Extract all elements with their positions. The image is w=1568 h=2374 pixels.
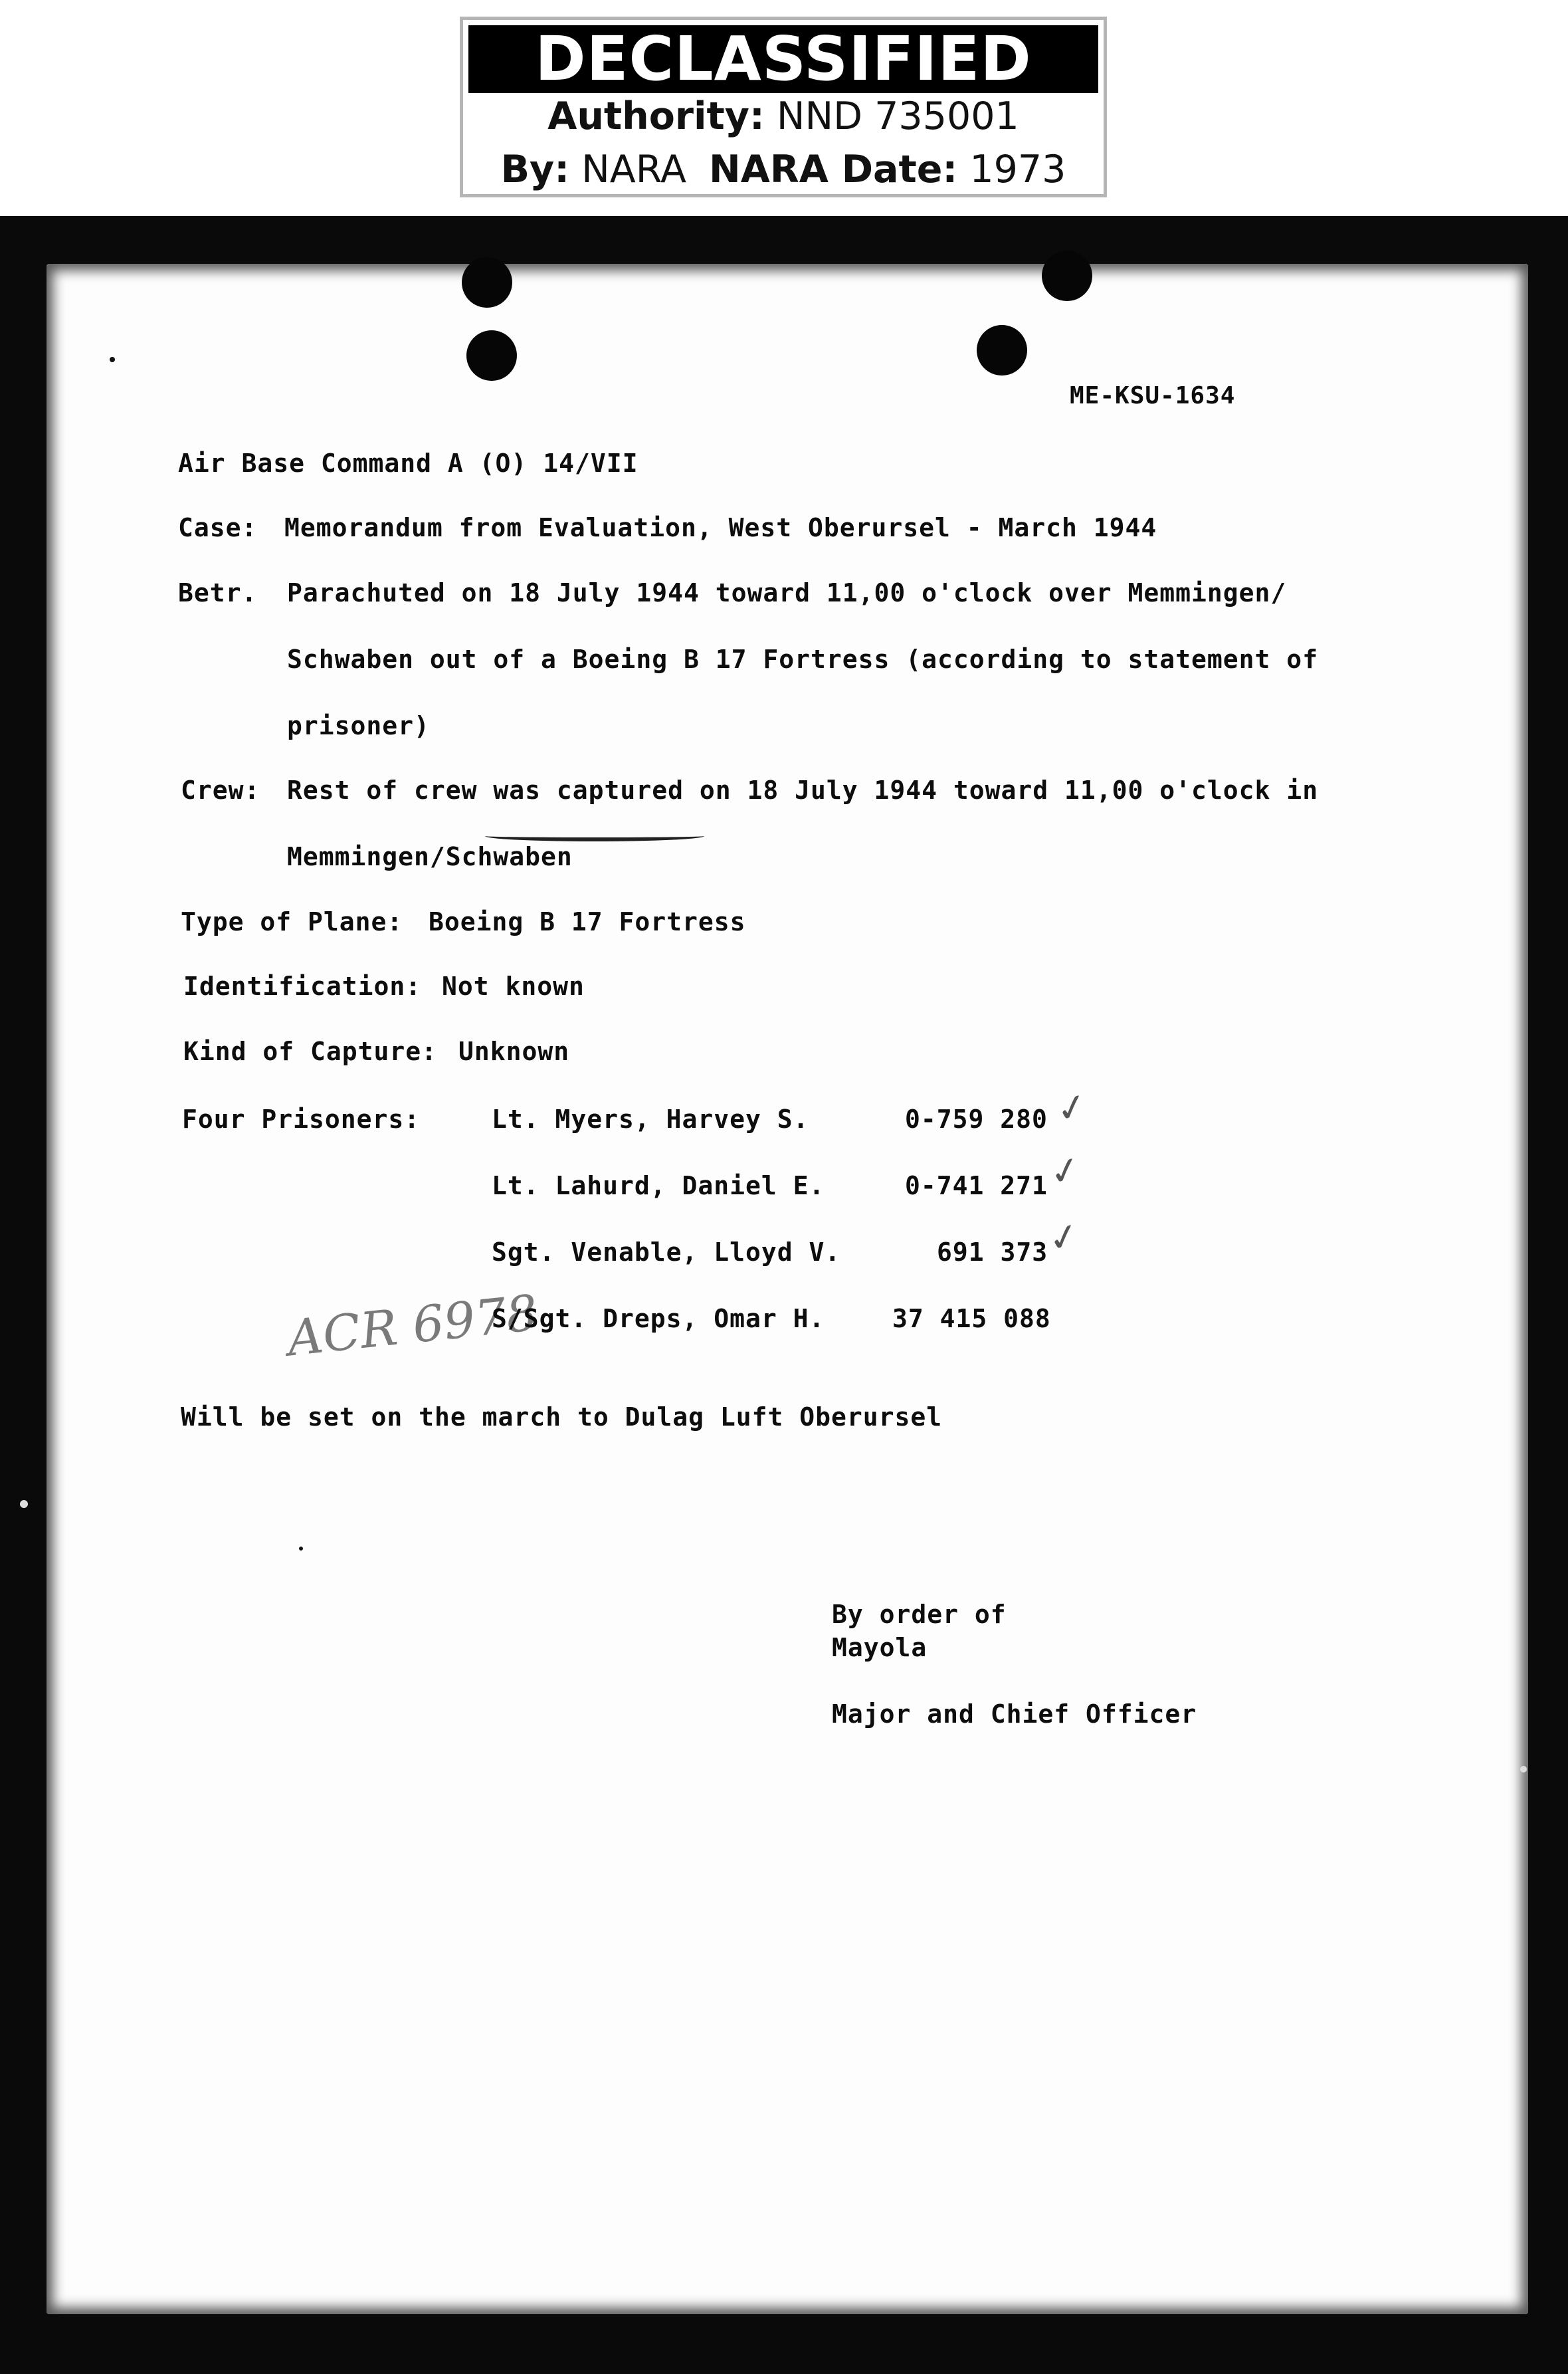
capture-label: Kind of Capture: xyxy=(183,1037,438,1066)
signature-by-order: By order of xyxy=(832,1600,1007,1629)
case-label: Case: xyxy=(178,513,258,542)
scan-speck xyxy=(1520,1766,1527,1773)
scan-speck xyxy=(110,357,115,362)
scan-speck xyxy=(20,1500,28,1508)
crew-line-2: Memmingen/Schwaben xyxy=(287,842,573,871)
punch-hole xyxy=(1042,251,1092,301)
stamp-date-label: NARA Date: xyxy=(709,148,958,191)
punch-hole xyxy=(462,257,512,308)
scanned-document xyxy=(0,216,1568,2374)
punch-hole xyxy=(466,330,517,381)
scan-speck xyxy=(299,1547,303,1551)
prisoner-name: Lt. Lahurd, Daniel E. xyxy=(492,1171,825,1200)
prisoner-name: Lt. Myers, Harvey S. xyxy=(492,1105,809,1134)
prisoner-serial: 0-759 280 xyxy=(905,1105,1048,1134)
stamp-by-value: NARA xyxy=(581,148,687,191)
signature-title: Major and Chief Officer xyxy=(832,1699,1197,1729)
crew-line-1: Rest of crew was captured on 18 July 1944 toward 11,00 o'clock in xyxy=(287,776,1319,805)
stamp-authority-label: Authority: xyxy=(547,94,765,138)
plane-value: Boeing B 17 Fortress xyxy=(429,907,746,936)
prisoner-serial: 691 373 xyxy=(937,1238,1048,1267)
stamp-title: DECLASSIFIED xyxy=(468,25,1098,93)
punch-hole xyxy=(977,325,1027,376)
declassified-stamp xyxy=(460,17,1107,197)
stamp-date-value: 1973 xyxy=(969,148,1066,191)
stamp-by-line xyxy=(463,148,1104,191)
crew-label: Crew: xyxy=(181,776,260,805)
betr-label: Betr. xyxy=(178,578,258,607)
reference-number: ME-KSU-1634 xyxy=(1070,382,1236,409)
check-mark-icon: ✓ xyxy=(1052,1083,1092,1133)
betr-line-1: Parachuted on 18 July 1944 toward 11,00 o'clock over Memmingen/ xyxy=(287,578,1287,607)
identification-value: Not known xyxy=(442,972,585,1001)
stamp-by-label: By: xyxy=(500,148,569,191)
stamp-authority-line xyxy=(463,94,1104,138)
paper-sheet xyxy=(47,264,1528,2314)
check-mark-icon: ✓ xyxy=(1045,1146,1086,1196)
identification-label: Identification: xyxy=(183,972,422,1001)
check-mark-icon: ✓ xyxy=(1044,1213,1084,1263)
prisoner-name: S/Sgt. Dreps, Omar H. xyxy=(492,1304,825,1333)
march-instruction: Will be set on the march to Dulag Luft Oberursel xyxy=(181,1402,943,1432)
handwritten-underline xyxy=(485,831,704,841)
signature-name: Mayola xyxy=(832,1633,928,1662)
plane-label: Type of Plane: xyxy=(181,907,403,936)
command-line: Air Base Command A (O) 14/VII xyxy=(178,449,638,478)
betr-line-3: prisoner) xyxy=(287,711,430,740)
prisoner-serial: 37 415 088 xyxy=(892,1304,1051,1333)
case-text: Memorandum from Evaluation, West Oberursel - March 1944 xyxy=(284,513,1157,542)
prisoner-name: Sgt. Venable, Lloyd V. xyxy=(492,1238,841,1267)
handwritten-note: ACR 6978 xyxy=(284,1284,541,1368)
capture-value: Unknown xyxy=(458,1037,570,1066)
stamp-authority-value: NND 735001 xyxy=(776,94,1019,138)
prisoners-label: Four Prisoners: xyxy=(182,1105,421,1134)
betr-line-2: Schwaben out of a Boeing B 17 Fortress (according to statement of xyxy=(287,645,1319,674)
prisoner-serial: 0-741 271 xyxy=(905,1171,1048,1200)
